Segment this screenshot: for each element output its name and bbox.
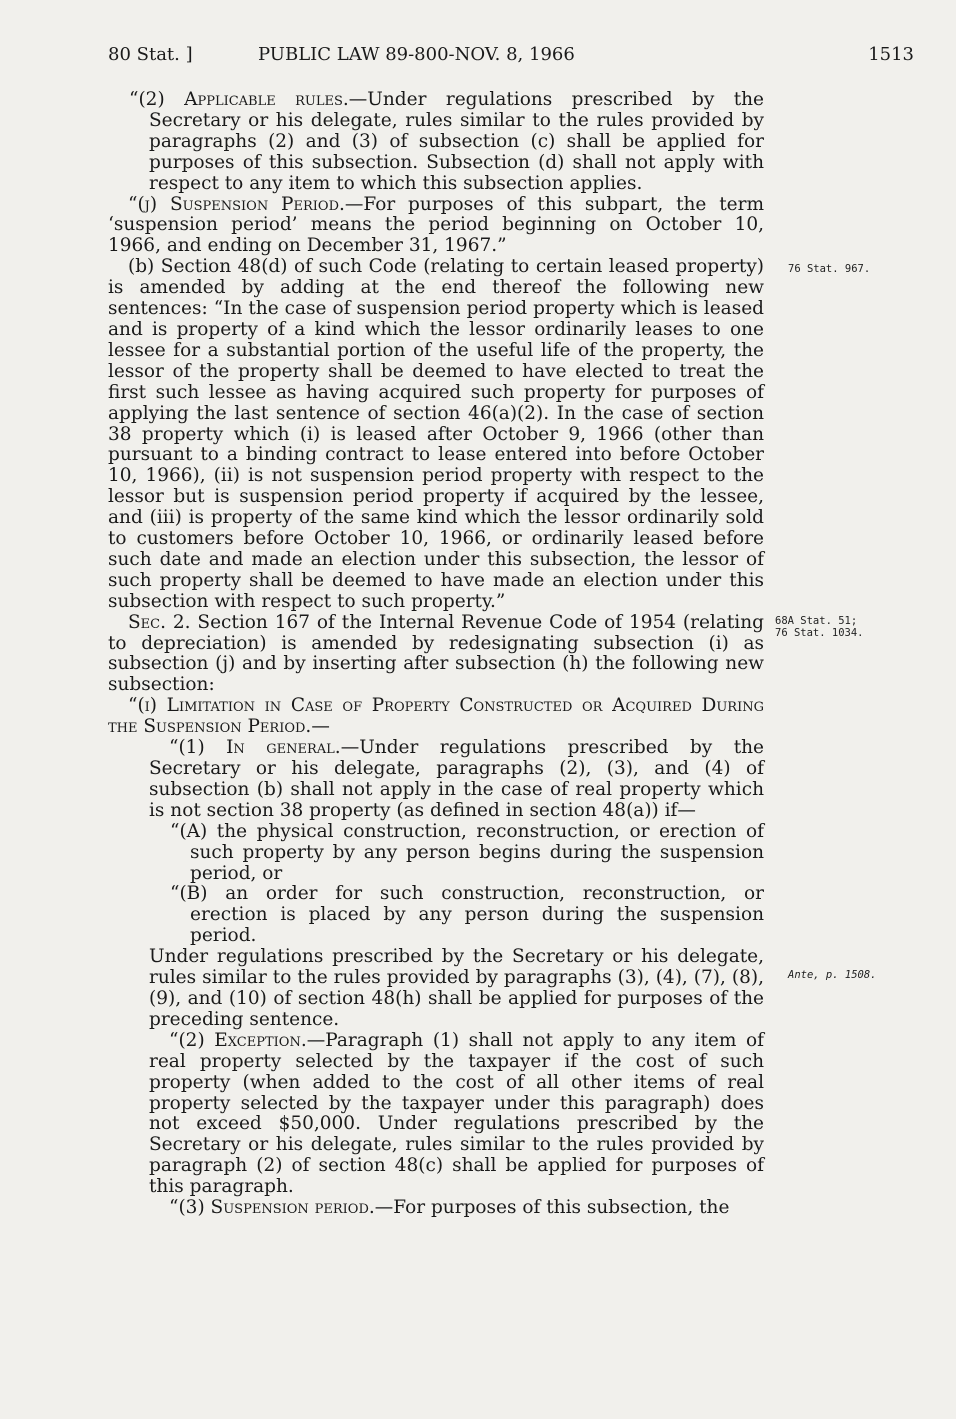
paragraph-subpara-b xyxy=(108,884,764,947)
header-title: PUBLIC LAW 89-800-NOV. 8, 1966 xyxy=(258,44,575,65)
paragraph-heading: “(1) In general. xyxy=(169,737,341,759)
paragraph-text: —For purposes of this subpart, the term ‘suspension period’ means the period beginning on October 10, 1966, and ending on December 31, 1967.” xyxy=(108,193,764,257)
paragraph-limitation-heading xyxy=(108,696,764,738)
paragraph-in-general xyxy=(108,738,764,822)
paragraph-subpara-a xyxy=(108,822,764,885)
paragraph-exception xyxy=(108,1031,764,1198)
paragraph-text: —For purposes of this subsection, the xyxy=(374,1197,730,1219)
paragraph-text: (b) Section 48(d) of such Code (relating to certain leased property) is amended by adding at the end thereof the following new sentences: “In the case of suspension period property which is leased and is property of a kind which the lessor ordinarily leases to one lessee for a substantial portion of the useful life of the property, the lessor of the property shall be deemed to have elected to treat the first such lessee as having acquired such property for purposes of applying the last sentence of section 46(a)(2). In the case of section 38 property which (i) is leased after October 9, 1966 (other than pursuant to a binding contract to lease entered into before October 10, 1966), (ii) is not suspension period property with respect to the lessor but is suspension period property if acquired by the lessee, and (iii) is property of the same kind which the lessor ordinarily sold to customers before October 10, 1966, or ordinarily leased before such date and made an election under this subsection, the lessor of such property shall be deemed to have made an election under this subsection with respect to such property.” xyxy=(108,256,764,612)
paragraph-text: “(A) the physical construction, reconstruction, or erection of such property by any person begins during the suspension period, or xyxy=(170,820,764,884)
paragraph-text: Under regulations prescribed by the Secretary or his delegate, rules similar to the rules provided by paragraphs (3), (4), (7), (8), (9), and (10) of section 48(h) shall be applied for purposes of the preceding sentence. xyxy=(149,946,764,1030)
paragraph-text: —Paragraph (1) shall not apply to any item of real property selected by the taxpayer if the cost of such property (when added to the cost of all other items of real property selected by the taxpayer under this paragraph) does not exceed $50,000. Under regulations prescribed by the Secretary or his delegate, rules similar to the rules provided by paragraph (2) of section 48(c) shall be applied for purposes of this paragraph. xyxy=(149,1029,764,1198)
margin-note-68a-stat xyxy=(775,615,864,639)
header-volume: 80 Stat. ] xyxy=(108,44,193,65)
paragraph-heading: “(2) Applicable rules. xyxy=(129,89,349,110)
margin-note-ante: Ante, p. 1508. xyxy=(788,969,877,981)
margin-note-line: 68A Stat. 51; xyxy=(775,615,858,627)
paragraph-sec-2 xyxy=(108,613,764,697)
paragraph-heading: “(2) Exception. xyxy=(169,1029,307,1051)
paragraph-suspension-period xyxy=(108,1198,764,1219)
paragraph-text: —Under regulations prescribed by the Secretary or his delegate, paragraphs (2), (3), and (4) of subsection (b) shall not apply in the case of real property which is not section 38 property (as defined in section 48(a)) if— xyxy=(149,737,764,821)
paragraph-text: — xyxy=(311,716,330,738)
paragraph-text: Section 167 of the Internal Revenue Code of 1954 (relating to depreciation) is amended by redesignating subsection (i) as subsection (j) and by inserting after subsection (h) the following new subsection: xyxy=(108,611,764,696)
statute-text xyxy=(108,90,764,1219)
paragraph-section-b xyxy=(108,257,764,612)
paragraph-applicable-rules xyxy=(108,90,764,195)
paragraph-heading: Sec. 2. xyxy=(128,611,191,633)
margin-note-line: 76 Stat. 1034. xyxy=(775,627,864,639)
running-header xyxy=(108,44,914,72)
paragraph-text: “(B) an order for such construction, reconstruction, or erection is placed by any person during the suspension period. xyxy=(170,883,764,947)
paragraph-heading: “(3) Suspension period. xyxy=(169,1197,375,1219)
margin-note-76-stat-967: 76 Stat. 967. xyxy=(788,263,871,275)
header-page-number: 1513 xyxy=(868,44,914,65)
paragraph-heading: “(j) Suspension Period. xyxy=(128,193,345,215)
paragraph-regulations xyxy=(108,947,764,1031)
paragraph-text: —Under regulations prescribed by the Secretary or his delegate, rules similar to the rules provided by paragraphs (2) and (3) of subsection (c) shall be applied for purposes of this subsection. Subsection (d) shall not apply with respect to any item to which this subsection applies. xyxy=(149,89,764,194)
paragraph-suspension-period-definition xyxy=(108,195,764,258)
paragraph-heading: “(i) Limitation in Case of Property Constructed or Acquired During the Suspension Period. xyxy=(108,695,764,738)
